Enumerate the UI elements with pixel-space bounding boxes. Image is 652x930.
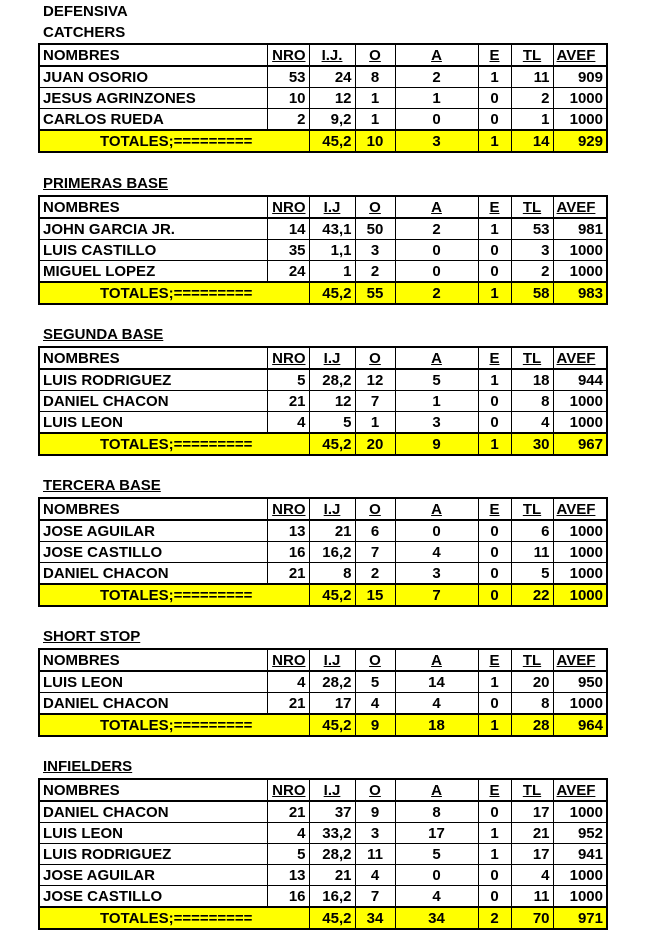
cell-o: 4 [355,693,395,715]
total-o: 9 [355,714,395,736]
total-tl: 14 [511,130,553,152]
cell-names: MIGUEL LOPEZ [39,261,267,283]
cell-a: 2 [395,66,478,88]
total-avef: 971 [553,907,607,929]
table-row [39,542,607,563]
totals-label: TOTALES;========= [39,907,309,929]
cell-avef: 1000 [553,693,607,715]
column-header-nro: NRO [267,196,309,218]
cell-names: JOSE CASTILLO [39,886,267,908]
cell-e: 0 [478,542,511,563]
total-e: 0 [478,584,511,606]
total-avef: 1000 [553,584,607,606]
total-ij: 45,2 [309,433,355,455]
column-header-e: E [478,498,511,520]
cell-names: JOSE AGUILAR [39,520,267,542]
cell-nro: 21 [267,391,309,412]
cell-tl: 17 [511,844,553,865]
cell-names: LUIS LEON [39,671,267,693]
table-row [39,844,607,865]
cell-nro: 4 [267,823,309,844]
column-header-names: NOMBRES [39,649,267,671]
cell-o: 2 [355,563,395,585]
cell-e: 0 [478,693,511,715]
cell-tl: 21 [511,823,553,844]
section-title: INFIELDERS [43,758,133,775]
column-header-tl: TL [511,347,553,369]
cell-e: 1 [478,369,511,391]
table-row [39,886,607,908]
column-header-ij: I.J [309,779,355,801]
column-header-o: O [355,347,395,369]
column-header-ij: I.J [309,498,355,520]
cell-a: 3 [395,412,478,434]
column-header-tl: TL [511,779,553,801]
cell-avef: 909 [553,66,607,88]
cell-a: 0 [395,261,478,283]
cell-avef: 1000 [553,88,607,109]
section-title: TERCERA BASE [43,477,161,494]
cell-names: JESUS AGRINZONES [39,88,267,109]
cell-o: 7 [355,391,395,412]
cell-avef: 1000 [553,542,607,563]
cell-e: 0 [478,412,511,434]
column-header-a: A [395,347,478,369]
cell-e: 1 [478,671,511,693]
cell-ij: 8 [309,563,355,585]
column-header-o: O [355,498,395,520]
total-avef: 983 [553,282,607,304]
cell-nro: 14 [267,218,309,240]
cell-a: 3 [395,563,478,585]
totals-row [39,282,607,304]
cell-o: 9 [355,801,395,823]
total-ij: 45,2 [309,130,355,152]
table-row [39,412,607,434]
cell-o: 1 [355,88,395,109]
cell-ij: 16,2 [309,542,355,563]
cell-ij: 28,2 [309,671,355,693]
table-row [39,66,607,88]
table-row [39,693,607,715]
cell-avef: 941 [553,844,607,865]
cell-a: 8 [395,801,478,823]
cell-nro: 21 [267,563,309,585]
table-row [39,671,607,693]
column-header-names: NOMBRES [39,498,267,520]
total-tl: 28 [511,714,553,736]
cell-a: 0 [395,520,478,542]
total-avef: 929 [553,130,607,152]
cell-ij: 1 [309,261,355,283]
column-header-nro: NRO [267,44,309,66]
total-tl: 70 [511,907,553,929]
cell-a: 14 [395,671,478,693]
cell-e: 0 [478,109,511,131]
total-ij: 45,2 [309,584,355,606]
totals-label: TOTALES;========= [39,433,309,455]
total-ij: 45,2 [309,282,355,304]
totals-row [39,907,607,929]
cell-tl: 5 [511,563,553,585]
cell-names: CARLOS RUEDA [39,109,267,131]
cell-o: 2 [355,261,395,283]
cell-names: LUIS RODRIGUEZ [39,369,267,391]
cell-e: 1 [478,218,511,240]
cell-nro: 16 [267,542,309,563]
cell-tl: 3 [511,240,553,261]
cell-o: 4 [355,865,395,886]
column-header-nro: NRO [267,498,309,520]
cell-avef: 1000 [553,563,607,585]
total-a: 2 [395,282,478,304]
cell-names: LUIS RODRIGUEZ [39,844,267,865]
cell-o: 3 [355,823,395,844]
total-o: 15 [355,584,395,606]
cell-avef: 1000 [553,865,607,886]
column-header-e: E [478,347,511,369]
cell-ij: 33,2 [309,823,355,844]
cell-avef: 981 [553,218,607,240]
total-ij: 45,2 [309,907,355,929]
cell-o: 7 [355,886,395,908]
total-e: 1 [478,130,511,152]
cell-tl: 1 [511,109,553,131]
total-a: 7 [395,584,478,606]
cell-e: 1 [478,66,511,88]
column-header-avef: AVEF [553,347,607,369]
cell-tl: 11 [511,542,553,563]
cell-ij: 17 [309,693,355,715]
cell-names: JOSE AGUILAR [39,865,267,886]
cell-ij: 16,2 [309,886,355,908]
column-header-o: O [355,44,395,66]
cell-avef: 1000 [553,240,607,261]
cell-e: 0 [478,240,511,261]
table-row [39,801,607,823]
report-title: DEFENSIVA [43,3,128,20]
column-header-nro: NRO [267,779,309,801]
cell-ij: 9,2 [309,109,355,131]
column-header-a: A [395,779,478,801]
cell-o: 3 [355,240,395,261]
total-tl: 30 [511,433,553,455]
section-title-catchers: CATCHERS [43,24,126,41]
cell-avef: 1000 [553,261,607,283]
column-header-tl: TL [511,196,553,218]
cell-a: 1 [395,88,478,109]
cell-e: 0 [478,801,511,823]
cell-nro: 5 [267,844,309,865]
cell-avef: 950 [553,671,607,693]
total-e: 1 [478,433,511,455]
cell-ij: 1,1 [309,240,355,261]
table-row [39,520,607,542]
stats-table [38,43,608,153]
cell-tl: 4 [511,412,553,434]
cell-names: DANIEL CHACON [39,801,267,823]
table-row [39,865,607,886]
column-header-avef: AVEF [553,779,607,801]
column-header-tl: TL [511,649,553,671]
table-row [39,369,607,391]
cell-tl: 8 [511,391,553,412]
cell-nro: 35 [267,240,309,261]
totals-row [39,130,607,152]
cell-nro: 16 [267,886,309,908]
cell-tl: 11 [511,886,553,908]
cell-nro: 4 [267,671,309,693]
column-header-e: E [478,196,511,218]
cell-o: 11 [355,844,395,865]
cell-nro: 13 [267,865,309,886]
cell-o: 8 [355,66,395,88]
column-header-a: A [395,196,478,218]
cell-ij: 37 [309,801,355,823]
cell-a: 5 [395,844,478,865]
cell-names: LUIS CASTILLO [39,240,267,261]
table-row [39,88,607,109]
table-row [39,218,607,240]
cell-nro: 4 [267,412,309,434]
cell-ij: 12 [309,391,355,412]
column-header-names: NOMBRES [39,196,267,218]
column-header-ij: I.J [309,649,355,671]
cell-o: 1 [355,412,395,434]
totals-label: TOTALES;========= [39,130,309,152]
cell-nro: 21 [267,693,309,715]
stats-table [38,648,608,737]
total-avef: 967 [553,433,607,455]
total-a: 9 [395,433,478,455]
column-header-avef: AVEF [553,44,607,66]
column-header-e: E [478,779,511,801]
cell-ij: 5 [309,412,355,434]
cell-nro: 2 [267,109,309,131]
cell-nro: 5 [267,369,309,391]
cell-avef: 1000 [553,520,607,542]
cell-avef: 1000 [553,391,607,412]
table-row [39,240,607,261]
stats-table [38,497,608,607]
cell-ij: 28,2 [309,844,355,865]
cell-avef: 1000 [553,801,607,823]
column-header-a: A [395,649,478,671]
cell-e: 0 [478,520,511,542]
cell-o: 50 [355,218,395,240]
cell-ij: 28,2 [309,369,355,391]
cell-a: 4 [395,886,478,908]
cell-names: DANIEL CHACON [39,693,267,715]
column-header-a: A [395,44,478,66]
table-row [39,391,607,412]
cell-names: LUIS LEON [39,823,267,844]
cell-o: 12 [355,369,395,391]
cell-tl: 53 [511,218,553,240]
totals-row [39,714,607,736]
cell-e: 1 [478,823,511,844]
column-header-ij: I.J [309,196,355,218]
cell-ij: 21 [309,520,355,542]
column-header-o: O [355,196,395,218]
cell-tl: 17 [511,801,553,823]
total-o: 34 [355,907,395,929]
column-header-nro: NRO [267,347,309,369]
cell-nro: 24 [267,261,309,283]
column-header-ij: I.J [309,347,355,369]
total-o: 55 [355,282,395,304]
cell-names: JOSE CASTILLO [39,542,267,563]
cell-a: 2 [395,218,478,240]
column-header-avef: AVEF [553,649,607,671]
column-header-tl: TL [511,498,553,520]
cell-e: 0 [478,88,511,109]
totals-label: TOTALES;========= [39,714,309,736]
column-header-avef: AVEF [553,196,607,218]
table-header-row [39,498,607,520]
cell-o: 7 [355,542,395,563]
totals-label: TOTALES;========= [39,282,309,304]
stats-table [38,778,608,930]
column-header-ij: I.J. [309,44,355,66]
cell-e: 0 [478,261,511,283]
stats-table [38,346,608,456]
table-header-row [39,44,607,66]
cell-a: 1 [395,391,478,412]
cell-a: 4 [395,693,478,715]
cell-tl: 8 [511,693,553,715]
cell-a: 5 [395,369,478,391]
total-o: 10 [355,130,395,152]
cell-o: 1 [355,109,395,131]
total-tl: 22 [511,584,553,606]
totals-row [39,433,607,455]
cell-nro: 13 [267,520,309,542]
column-header-avef: AVEF [553,498,607,520]
cell-e: 0 [478,865,511,886]
cell-names: LUIS LEON [39,412,267,434]
total-o: 20 [355,433,395,455]
column-header-e: E [478,44,511,66]
cell-nro: 53 [267,66,309,88]
totals-row [39,584,607,606]
column-header-nro: NRO [267,649,309,671]
cell-o: 6 [355,520,395,542]
cell-avef: 1000 [553,109,607,131]
cell-e: 0 [478,391,511,412]
cell-tl: 2 [511,88,553,109]
table-header-row [39,196,607,218]
total-tl: 58 [511,282,553,304]
cell-tl: 6 [511,520,553,542]
cell-a: 0 [395,109,478,131]
column-header-tl: TL [511,44,553,66]
column-header-a: A [395,498,478,520]
cell-ij: 12 [309,88,355,109]
cell-names: JUAN OSORIO [39,66,267,88]
cell-ij: 24 [309,66,355,88]
total-a: 18 [395,714,478,736]
table-header-row [39,649,607,671]
table-row [39,563,607,585]
cell-nro: 10 [267,88,309,109]
cell-a: 0 [395,240,478,261]
cell-tl: 2 [511,261,553,283]
cell-a: 4 [395,542,478,563]
cell-o: 5 [355,671,395,693]
cell-names: DANIEL CHACON [39,563,267,585]
stats-table [38,195,608,305]
table-row [39,823,607,844]
cell-e: 1 [478,844,511,865]
table-row [39,261,607,283]
section-title: PRIMERAS BASE [43,175,169,192]
column-header-o: O [355,779,395,801]
column-header-names: NOMBRES [39,347,267,369]
cell-e: 0 [478,886,511,908]
cell-avef: 1000 [553,412,607,434]
total-e: 2 [478,907,511,929]
total-e: 1 [478,282,511,304]
cell-a: 0 [395,865,478,886]
section-title: SEGUNDA BASE [43,326,164,343]
total-avef: 964 [553,714,607,736]
cell-tl: 4 [511,865,553,886]
cell-tl: 20 [511,671,553,693]
total-e: 1 [478,714,511,736]
cell-ij: 43,1 [309,218,355,240]
cell-avef: 952 [553,823,607,844]
column-header-e: E [478,649,511,671]
cell-tl: 18 [511,369,553,391]
column-header-names: NOMBRES [39,44,267,66]
column-header-o: O [355,649,395,671]
table-header-row [39,779,607,801]
cell-tl: 11 [511,66,553,88]
cell-names: DANIEL CHACON [39,391,267,412]
totals-label: TOTALES;========= [39,584,309,606]
total-a: 3 [395,130,478,152]
cell-avef: 1000 [553,886,607,908]
cell-avef: 944 [553,369,607,391]
cell-a: 17 [395,823,478,844]
table-header-row [39,347,607,369]
cell-nro: 21 [267,801,309,823]
total-a: 34 [395,907,478,929]
total-ij: 45,2 [309,714,355,736]
cell-names: JOHN GARCIA JR. [39,218,267,240]
cell-ij: 21 [309,865,355,886]
table-row [39,109,607,131]
section-title: SHORT STOP [43,628,141,645]
column-header-names: NOMBRES [39,779,267,801]
cell-e: 0 [478,563,511,585]
